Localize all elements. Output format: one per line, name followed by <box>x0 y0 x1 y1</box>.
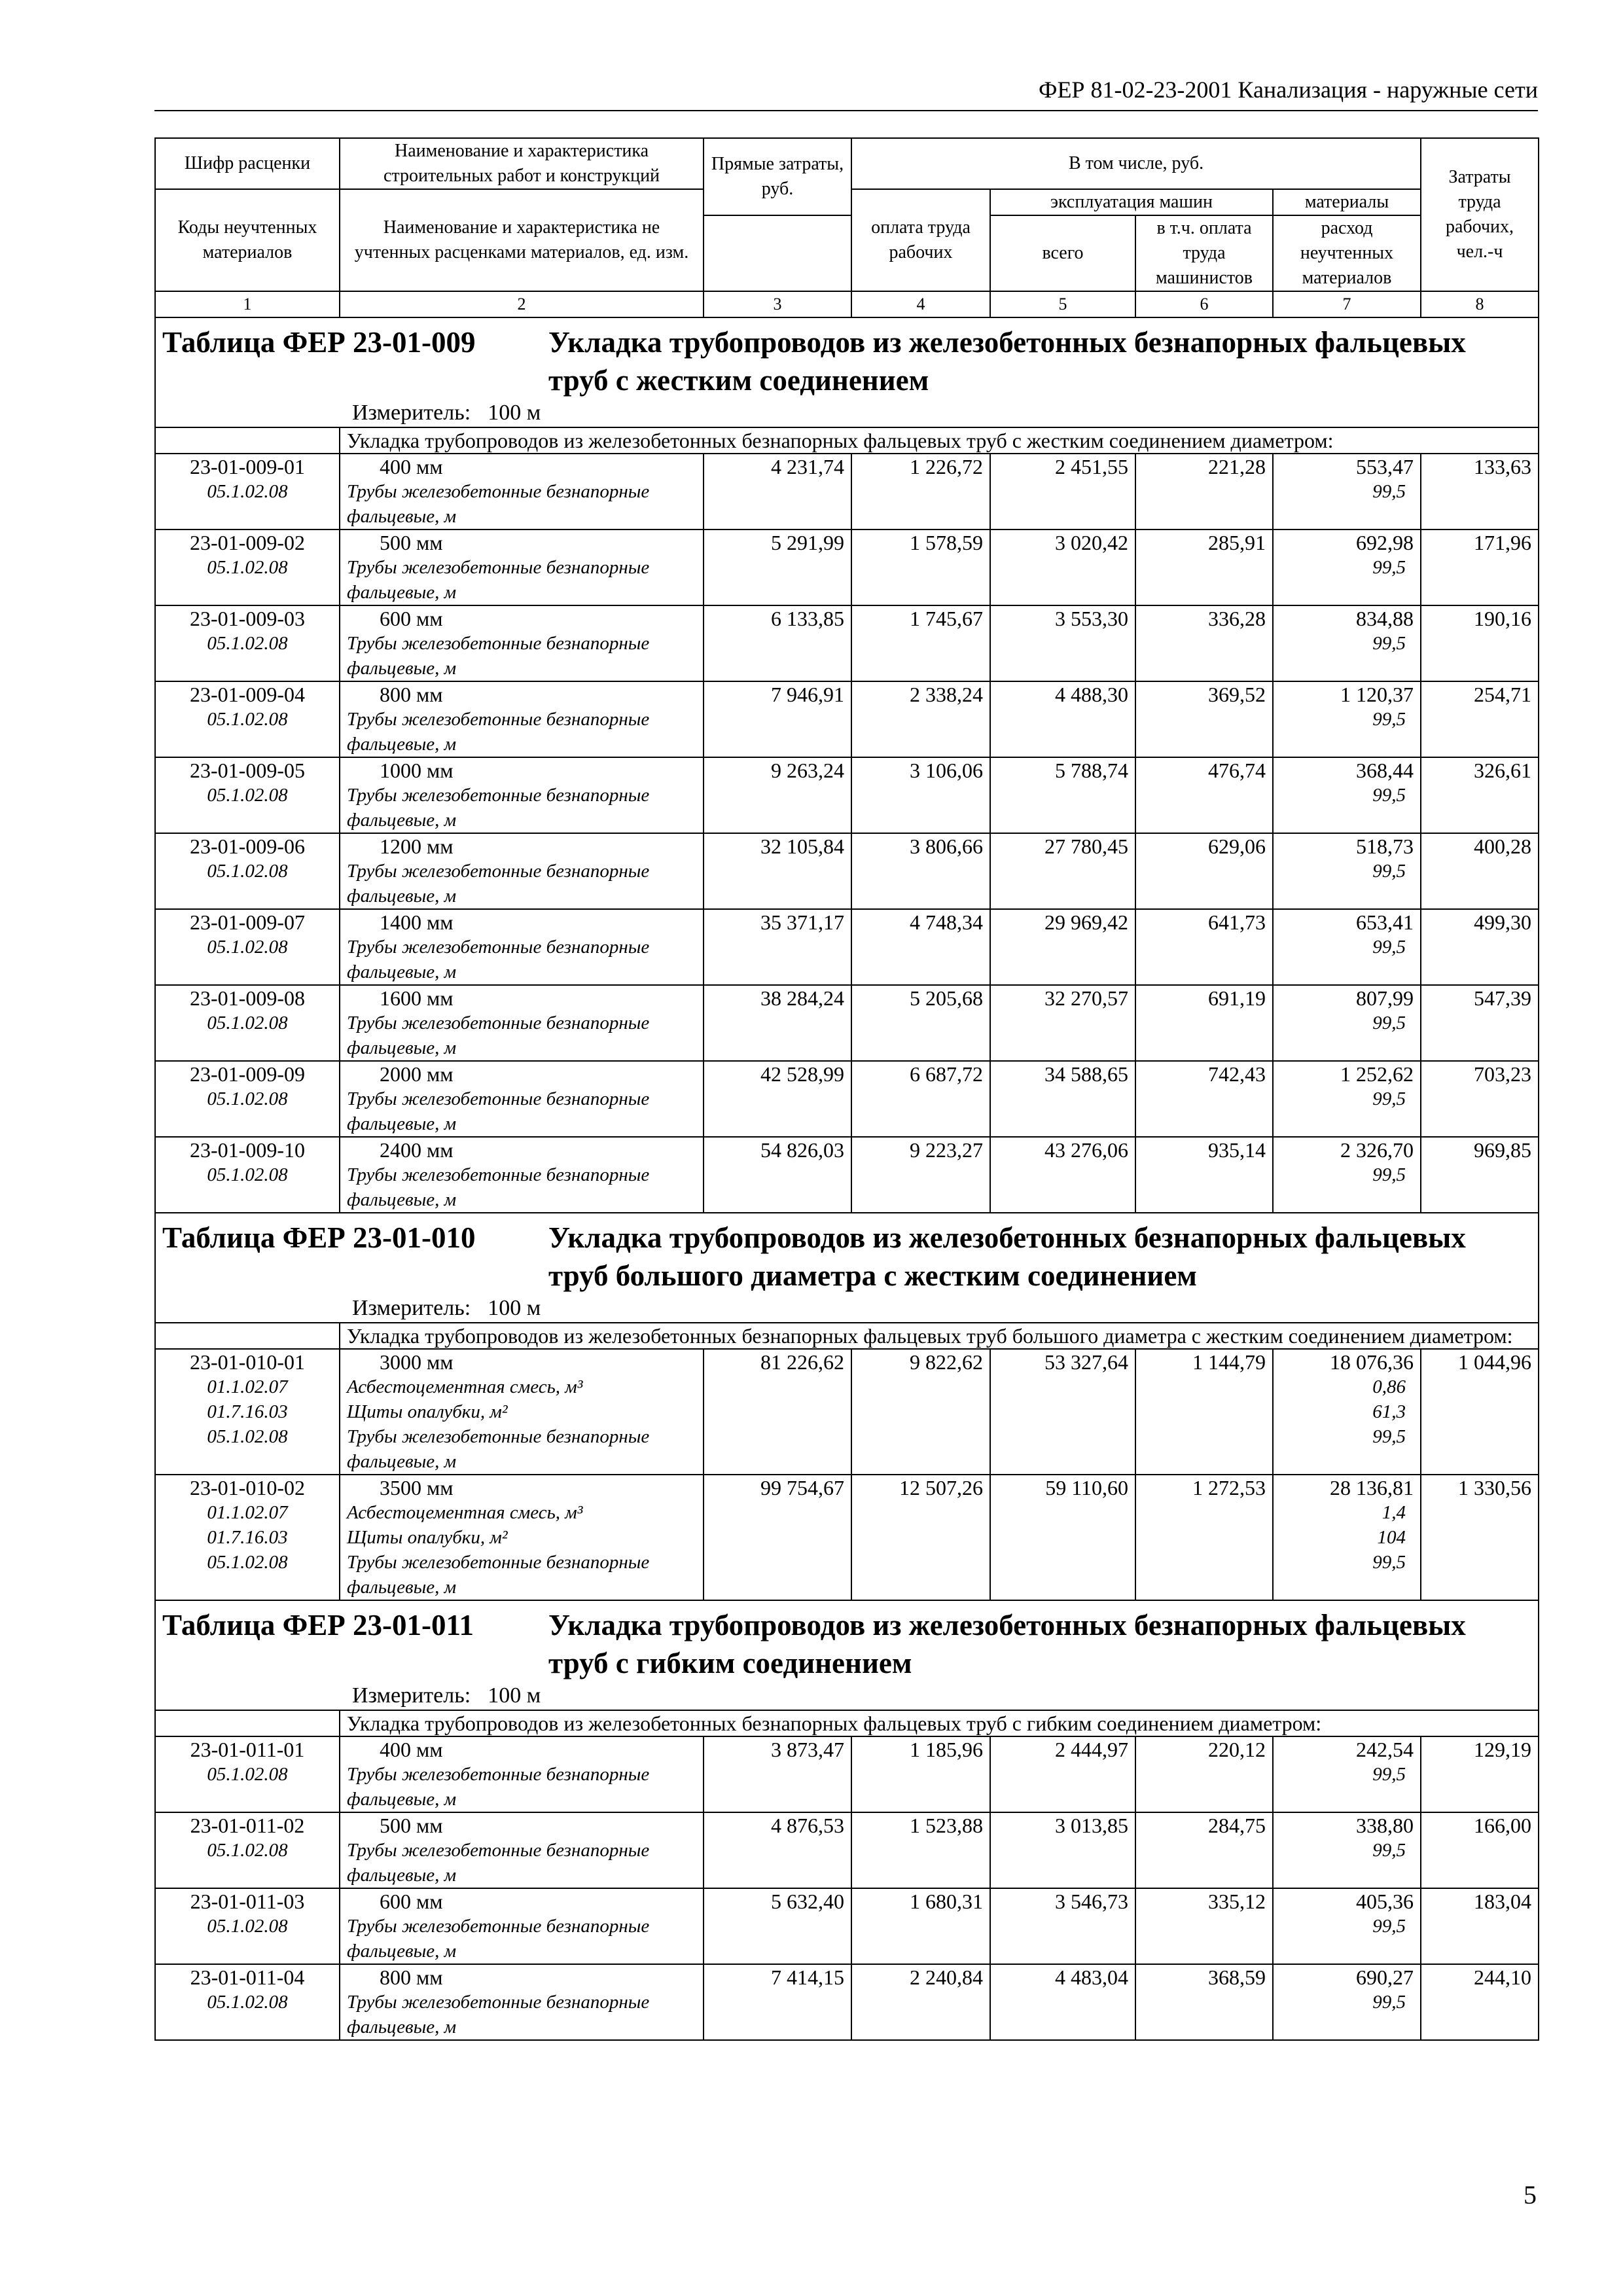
cell-mach: 53 327,64 <box>990 1349 1135 1475</box>
table-title: Укладка трубопроводов из железобетонных безнапорных фальцевых труб с жестким соединением <box>548 326 1466 397</box>
cell-hours: 1 044,96 <box>1421 1349 1539 1475</box>
material-code: 05.1.02.08 <box>207 1916 288 1937</box>
material-code: 05.1.02.08 <box>207 1164 288 1185</box>
measure-value: 100 м <box>488 1683 541 1708</box>
cell-mat: 653,41 <box>1356 910 1414 934</box>
material-name: Трубы железобетонные безнапорные фальцевые, м <box>347 785 650 831</box>
material-qty: 1,4 <box>1382 1502 1406 1523</box>
work-name: 500 мм <box>380 531 443 554</box>
cell-labor: 1 523,88 <box>851 1812 990 1888</box>
rate-code: 23-01-009-07 <box>190 910 305 934</box>
group-row <box>155 427 1539 454</box>
material-qty: 99,5 <box>1372 785 1406 806</box>
price-table <box>154 137 1539 2041</box>
cell-direct: 5 291,99 <box>704 529 851 605</box>
cell-direct: 4 876,53 <box>704 1812 851 1888</box>
material-code: 01.1.02.07 <box>207 1502 288 1523</box>
material-qty: 99,5 <box>1372 1426 1406 1447</box>
cell-mat: 1 120,37 <box>1340 683 1414 706</box>
table-title: Укладка трубопроводов из железобетонных безнапорных фальцевых труб с гибким соединением <box>548 1609 1466 1679</box>
material-qty: 104 <box>1377 1527 1406 1548</box>
work-name: 1600 мм <box>380 986 454 1010</box>
cell-hours: 499,30 <box>1421 909 1539 985</box>
cell-labor: 12 507,26 <box>851 1475 990 1600</box>
work-name: 2000 мм <box>380 1062 454 1086</box>
material-code: 05.1.02.08 <box>207 937 288 958</box>
material-code: 05.1.02.08 <box>207 1992 288 2013</box>
cell-mach: 3 546,73 <box>990 1888 1135 1964</box>
table-row <box>155 1137 1539 1213</box>
cell-labor: 1 226,72 <box>851 454 990 529</box>
table-row <box>155 454 1539 529</box>
material-qty: 99,5 <box>1372 1992 1406 2013</box>
material-code: 05.1.02.08 <box>207 633 288 654</box>
cell-hours: 400,28 <box>1421 833 1539 909</box>
table-number: Таблица ФЕР 23-01-009 <box>162 326 476 359</box>
material-name: Трубы железобетонные безнапорные фальцевые, м <box>347 1088 650 1134</box>
col-labor-header: оплата труда рабочих <box>851 189 990 291</box>
measure-label: Измеритель: <box>352 1296 471 1320</box>
rate-code: 23-01-011-02 <box>190 1814 305 1837</box>
cell-mach: 34 588,65 <box>990 1061 1135 1137</box>
work-name: 400 мм <box>380 455 443 478</box>
cell-direct: 7 414,15 <box>704 1964 851 2040</box>
cell-mach-labor: 476,74 <box>1135 757 1273 833</box>
material-code: 01.7.16.03 <box>207 1527 288 1548</box>
cell-mach: 32 270,57 <box>990 985 1135 1061</box>
cell-labor: 1 578,59 <box>851 529 990 605</box>
cell-hours: 133,63 <box>1421 454 1539 529</box>
cell-mat: 368,44 <box>1356 759 1414 782</box>
table-row <box>155 1888 1539 1964</box>
material-code: 05.1.02.08 <box>207 481 288 502</box>
material-code: 05.1.02.08 <box>207 709 288 730</box>
work-name: 3500 мм <box>380 1476 454 1499</box>
cell-labor: 1 745,67 <box>851 605 990 681</box>
material-qty: 99,5 <box>1372 937 1406 958</box>
cell-mach: 3 020,42 <box>990 529 1135 605</box>
material-name: Трубы железобетонные безнапорные фальцевые, м <box>347 1992 650 2037</box>
cell-mach: 5 788,74 <box>990 757 1135 833</box>
col-number: 6 <box>1135 291 1273 317</box>
material-code: 05.1.02.08 <box>207 557 288 578</box>
cell-mach: 4 483,04 <box>990 1964 1135 2040</box>
material-name: Трубы железобетонные безнапорные фальцевые, м <box>347 1840 650 1886</box>
material-code: 05.1.02.08 <box>207 1840 288 1861</box>
cell-labor: 2 240,84 <box>851 1964 990 2040</box>
material-qty: 99,5 <box>1372 1088 1406 1109</box>
col-machines-total-header: всего <box>990 215 1135 291</box>
col-number: 5 <box>990 291 1135 317</box>
material-code: 05.1.02.08 <box>207 861 288 882</box>
cell-hours: 129,19 <box>1421 1736 1539 1812</box>
cell-mach-labor: 368,59 <box>1135 1964 1273 2040</box>
cell-direct: 5 632,40 <box>704 1888 851 1964</box>
measure-value: 100 м <box>488 1296 541 1320</box>
cell-mat: 834,88 <box>1356 607 1414 630</box>
col-machines-header: эксплуатация машин <box>990 189 1273 215</box>
col-direct-header: Прямые затраты, руб. <box>704 138 851 215</box>
cell-direct: 32 105,84 <box>704 833 851 909</box>
cell-labor: 5 205,68 <box>851 985 990 1061</box>
material-name: Трубы железобетонные безнапорные фальцевые, м <box>347 1013 650 1058</box>
cell-direct: 9 263,24 <box>704 757 851 833</box>
measure <box>162 399 1531 427</box>
material-qty: 99,5 <box>1372 709 1406 730</box>
table-row <box>155 529 1539 605</box>
rate-code: 23-01-011-01 <box>190 1738 305 1761</box>
material-name: Трубы железобетонные безнапорные фальцевые, м <box>347 481 650 527</box>
work-name: 800 мм <box>380 683 443 706</box>
cell-mach: 3 553,30 <box>990 605 1135 681</box>
cell-direct: 54 826,03 <box>704 1137 851 1213</box>
cell-mach: 4 488,30 <box>990 681 1135 757</box>
work-name: 1000 мм <box>380 759 454 782</box>
cell-hours: 254,71 <box>1421 681 1539 757</box>
table-row <box>155 605 1539 681</box>
cell-mach-labor: 691,19 <box>1135 985 1273 1061</box>
col-machines-labor-header: в т.ч. оплата труда машинистов <box>1135 215 1273 291</box>
col-name-header: Наименование и характеристика строительных работ и конструкций <box>340 138 704 189</box>
cell-mach: 27 780,45 <box>990 833 1135 909</box>
work-name: 800 мм <box>380 1965 443 1989</box>
table-row <box>155 757 1539 833</box>
cell-mat: 692,98 <box>1356 531 1414 554</box>
material-qty: 99,5 <box>1372 1840 1406 1861</box>
table-row <box>155 1349 1539 1475</box>
cell-mach-labor: 369,52 <box>1135 681 1273 757</box>
rate-code: 23-01-009-02 <box>190 531 305 554</box>
table-row <box>155 1475 1539 1600</box>
cell-mat: 405,36 <box>1356 1890 1414 1913</box>
cell-mach-labor: 221,28 <box>1135 454 1273 529</box>
cell-direct: 42 528,99 <box>704 1061 851 1137</box>
material-code: 01.7.16.03 <box>207 1401 288 1422</box>
cell-mach-labor: 1 272,53 <box>1135 1475 1273 1600</box>
rate-code: 23-01-010-01 <box>190 1350 305 1374</box>
cell-mach-labor: 284,75 <box>1135 1812 1273 1888</box>
material-name: Асбестоцементная смесь, м³ <box>347 1502 583 1523</box>
group-row <box>155 1323 1539 1349</box>
work-name: 1200 мм <box>380 834 454 858</box>
table-row <box>155 833 1539 909</box>
material-code: 05.1.02.08 <box>207 1013 288 1033</box>
cell-hours: 969,85 <box>1421 1137 1539 1213</box>
cell-hours: 171,96 <box>1421 529 1539 605</box>
cell-mach-labor: 285,91 <box>1135 529 1273 605</box>
measure-label: Измеритель: <box>352 1683 471 1708</box>
cell-mach-labor: 1 144,79 <box>1135 1349 1273 1475</box>
material-code: 05.1.02.08 <box>207 1426 288 1447</box>
work-name: 3000 мм <box>380 1350 454 1374</box>
cell-mat: 690,27 <box>1356 1965 1414 1989</box>
cell-labor: 1 185,96 <box>851 1736 990 1812</box>
rate-code: 23-01-010-02 <box>190 1476 305 1499</box>
material-name: Трубы железобетонные безнапорные фальцевые, м <box>347 1764 650 1810</box>
cell-mat: 518,73 <box>1356 834 1414 858</box>
cell-mat: 807,99 <box>1356 986 1414 1010</box>
cell-mach-labor: 935,14 <box>1135 1137 1273 1213</box>
cell-direct: 38 284,24 <box>704 985 851 1061</box>
cell-mat: 1 252,62 <box>1340 1062 1414 1086</box>
table-number: Таблица ФЕР 23-01-010 <box>162 1221 476 1254</box>
table-row <box>155 985 1539 1061</box>
material-code: 05.1.02.08 <box>207 1764 288 1785</box>
rate-code: 23-01-009-04 <box>190 683 305 706</box>
material-name: Трубы железобетонные безнапорные фальцевые, м <box>347 1916 650 1962</box>
cell-mat: 2 326,70 <box>1340 1138 1414 1162</box>
material-name: Трубы железобетонные безнапорные фальцевые, м <box>347 709 650 755</box>
measure-value: 100 м <box>488 401 541 425</box>
material-qty: 99,5 <box>1372 1164 1406 1185</box>
cell-mach-labor: 336,28 <box>1135 605 1273 681</box>
measure <box>162 1295 1531 1322</box>
page-header: ФЕР 81-02-23-2001 Канализация - наружные сети <box>154 73 1538 111</box>
cell-mach: 59 110,60 <box>990 1475 1135 1600</box>
col-number: 4 <box>851 291 990 317</box>
group-caption: Укладка трубопроводов из железобетонных безнапорных фальцевых труб с гибким соединением диаметром: <box>340 1710 1539 1736</box>
cell-labor: 9 822,62 <box>851 1349 990 1475</box>
material-code: 05.1.02.08 <box>207 1088 288 1109</box>
cell-hours: 166,00 <box>1421 1812 1539 1888</box>
group-caption: Укладка трубопроводов из железобетонных безнапорных фальцевых труб большого диаметра с жестким соединением диаметром: <box>340 1323 1539 1349</box>
col-number: 7 <box>1273 291 1421 317</box>
work-name: 600 мм <box>380 1890 443 1913</box>
cell-direct: 4 231,74 <box>704 454 851 529</box>
rate-code: 23-01-011-04 <box>190 1965 305 1989</box>
material-qty: 99,5 <box>1372 557 1406 578</box>
col-materials-header: материалы <box>1273 189 1421 215</box>
table-row <box>155 681 1539 757</box>
material-name: Трубы железобетонные безнапорные фальцевые, м <box>347 861 650 906</box>
measure-label: Измеритель: <box>352 401 471 425</box>
work-name: 500 мм <box>380 1814 443 1837</box>
cell-mach: 2 451,55 <box>990 454 1135 529</box>
material-qty: 99,5 <box>1372 481 1406 502</box>
cell-direct: 7 946,91 <box>704 681 851 757</box>
table-title: Укладка трубопроводов из железобетонных безнапорных фальцевых труб большого диаметра с жестким соединением <box>548 1221 1466 1292</box>
page-number: 5 <box>1524 2180 1537 2210</box>
cell-labor: 1 680,31 <box>851 1888 990 1964</box>
rate-code: 23-01-009-06 <box>190 834 305 858</box>
cell-hours: 547,39 <box>1421 985 1539 1061</box>
material-qty: 0,86 <box>1372 1376 1406 1397</box>
col-code-header: Шифр расценки <box>155 138 340 189</box>
material-name: Трубы железобетонные безнапорные фальцевые, м <box>347 1552 650 1598</box>
cell-hours: 703,23 <box>1421 1061 1539 1137</box>
material-name: Трубы железобетонные безнапорные фальцевые, м <box>347 1426 650 1472</box>
col-hours-header: Затраты труда рабочих, чел.-ч <box>1421 138 1539 291</box>
cell-mach-labor: 629,06 <box>1135 833 1273 909</box>
cell-mach: 43 276,06 <box>990 1137 1135 1213</box>
col-matname-header: Наименование и характеристика не учтенных расценками материалов, ед. изм. <box>340 189 704 291</box>
cell-mach-labor: 742,43 <box>1135 1061 1273 1137</box>
material-code: 01.1.02.07 <box>207 1376 288 1397</box>
col-incl-header: В том числе, руб. <box>851 138 1421 189</box>
cell-mat: 28 136,81 <box>1330 1476 1414 1499</box>
cell-hours: 190,16 <box>1421 605 1539 681</box>
table-row <box>155 909 1539 985</box>
cell-mach: 3 013,85 <box>990 1812 1135 1888</box>
material-code: 05.1.02.08 <box>207 785 288 806</box>
cell-hours: 1 330,56 <box>1421 1475 1539 1600</box>
cell-mat: 553,47 <box>1356 455 1414 478</box>
cell-labor: 2 338,24 <box>851 681 990 757</box>
cell-direct: 81 226,62 <box>704 1349 851 1475</box>
section-title-row <box>155 1600 1539 1710</box>
work-name: 2400 мм <box>380 1138 454 1162</box>
col-number: 2 <box>340 291 704 317</box>
material-name: Трубы железобетонные безнапорные фальцевые, м <box>347 937 650 982</box>
cell-mat: 18 076,36 <box>1330 1350 1414 1374</box>
rate-code: 23-01-009-03 <box>190 607 305 630</box>
measure <box>162 1682 1531 1710</box>
cell-labor: 9 223,27 <box>851 1137 990 1213</box>
cell-direct: 6 133,85 <box>704 605 851 681</box>
cell-direct: 35 371,17 <box>704 909 851 985</box>
col-number: 1 <box>155 291 340 317</box>
cell-mach-labor: 641,73 <box>1135 909 1273 985</box>
cell-mach-labor: 220,12 <box>1135 1736 1273 1812</box>
material-qty: 99,5 <box>1372 633 1406 654</box>
cell-mach-labor: 335,12 <box>1135 1888 1273 1964</box>
table-row <box>155 1736 1539 1812</box>
cell-direct: 3 873,47 <box>704 1736 851 1812</box>
rate-code: 23-01-009-09 <box>190 1062 305 1086</box>
material-name: Асбестоцементная смесь, м³ <box>347 1376 583 1397</box>
work-name: 1400 мм <box>380 910 454 934</box>
material-code: 05.1.02.08 <box>207 1552 288 1573</box>
section-title-row <box>155 317 1539 427</box>
material-name: Трубы железобетонные безнапорные фальцевые, м <box>347 633 650 679</box>
material-qty: 99,5 <box>1372 1013 1406 1033</box>
col-matcode-header: Коды неучтенных материалов <box>155 189 340 291</box>
rate-code: 23-01-009-01 <box>190 455 305 478</box>
table-row <box>155 1812 1539 1888</box>
group-caption: Укладка трубопроводов из железобетонных безнапорных фальцевых труб с жестким соединением диаметром: <box>340 427 1539 454</box>
cell-mach: 29 969,42 <box>990 909 1135 985</box>
cell-labor: 6 687,72 <box>851 1061 990 1137</box>
cell-labor: 3 106,06 <box>851 757 990 833</box>
material-name: Трубы железобетонные безнапорные фальцевые, м <box>347 557 650 603</box>
group-row <box>155 1710 1539 1736</box>
col-number: 8 <box>1421 291 1539 317</box>
rate-code: 23-01-009-08 <box>190 986 305 1010</box>
material-name: Щиты опалубки, м² <box>347 1401 508 1422</box>
material-qty: 99,5 <box>1372 1552 1406 1573</box>
cell-labor: 3 806,66 <box>851 833 990 909</box>
material-name: Щиты опалубки, м² <box>347 1527 508 1548</box>
work-name: 600 мм <box>380 607 443 630</box>
cell-mach: 2 444,97 <box>990 1736 1135 1812</box>
cell-mat: 242,54 <box>1356 1738 1414 1761</box>
cell-hours: 244,10 <box>1421 1964 1539 2040</box>
table-number: Таблица ФЕР 23-01-011 <box>162 1609 474 1641</box>
col-number: 3 <box>704 291 851 317</box>
material-qty: 61,3 <box>1372 1401 1406 1422</box>
rate-code: 23-01-009-10 <box>190 1138 305 1162</box>
table-row <box>155 1964 1539 2040</box>
material-qty: 99,5 <box>1372 861 1406 882</box>
material-qty: 99,5 <box>1372 1916 1406 1937</box>
cell-direct: 99 754,67 <box>704 1475 851 1600</box>
rate-code: 23-01-009-05 <box>190 759 305 782</box>
material-qty: 99,5 <box>1372 1764 1406 1785</box>
rate-code: 23-01-011-03 <box>190 1890 305 1913</box>
cell-hours: 183,04 <box>1421 1888 1539 1964</box>
cell-labor: 4 748,34 <box>851 909 990 985</box>
section-title-row <box>155 1213 1539 1323</box>
cell-hours: 326,61 <box>1421 757 1539 833</box>
table-row <box>155 1061 1539 1137</box>
work-name: 400 мм <box>380 1738 443 1761</box>
col-materials-use-header: расход неучтенных материалов <box>1273 215 1421 291</box>
material-name: Трубы железобетонные безнапорные фальцевые, м <box>347 1164 650 1210</box>
cell-mat: 338,80 <box>1356 1814 1414 1837</box>
